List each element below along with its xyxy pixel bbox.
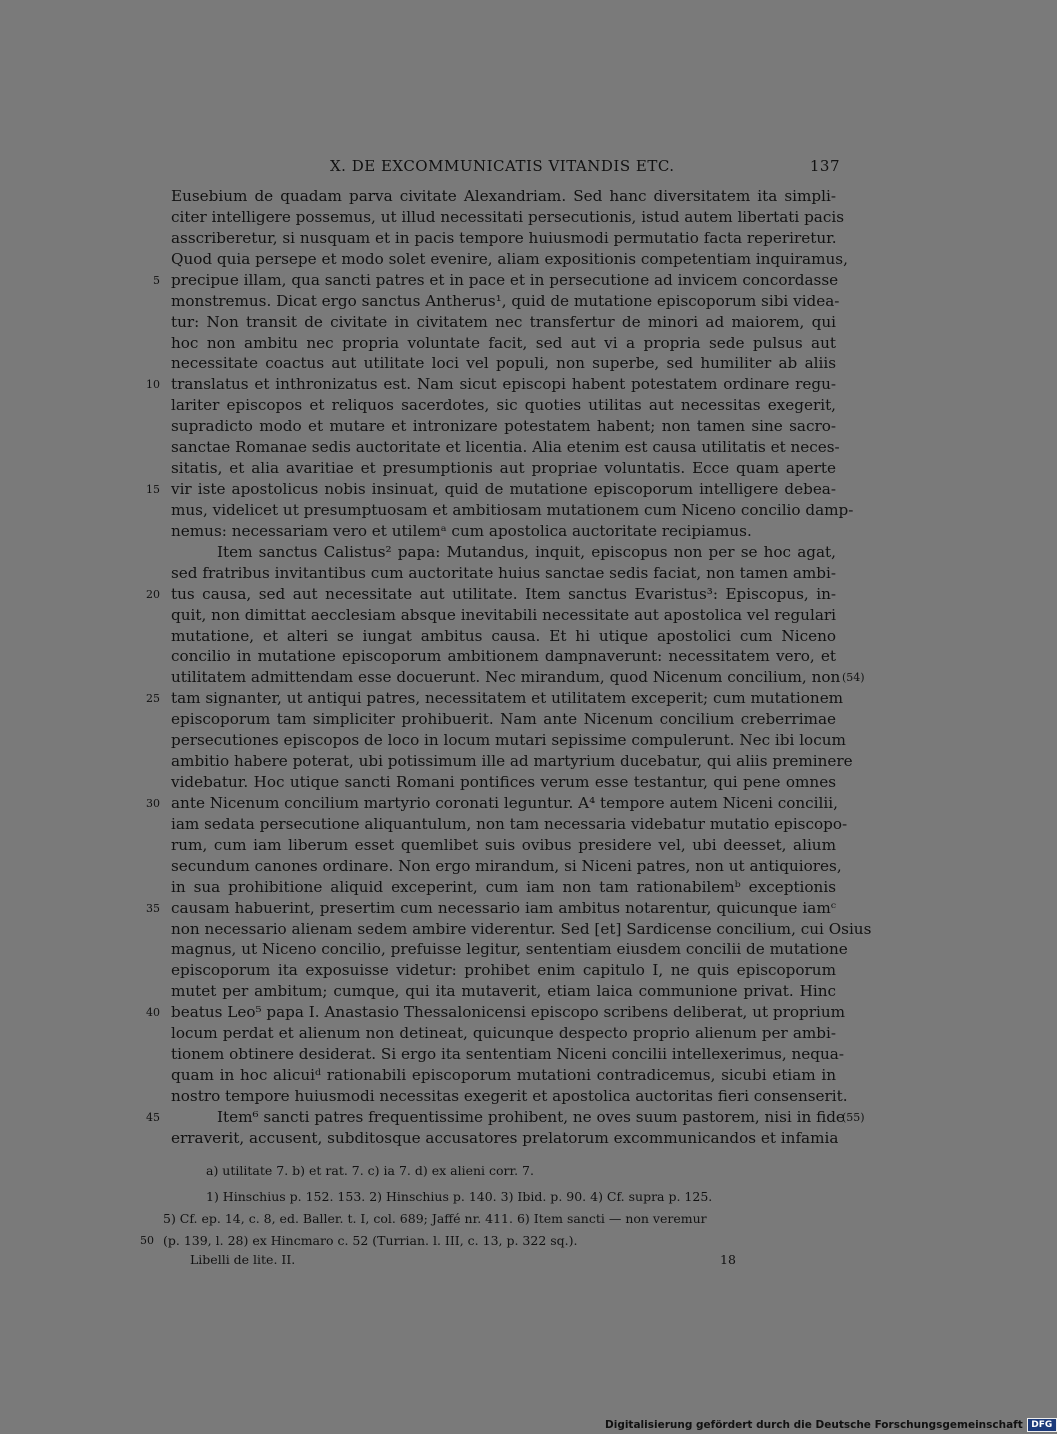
text-line: ambitio habere poterat, ubi potissimum ille ad martyrium ducebatur, qui aliis preminere	[171, 752, 853, 770]
digitization-credit	[605, 1418, 1057, 1432]
running-title: X. DE EXCOMMUNICATIS VITANDIS ETC.	[330, 157, 675, 175]
text-line: utilitatem admittendam esse docuerunt. Nec mirandum, quod Nicenum concilium, non	[171, 668, 841, 686]
text-line: videbatur. Hoc utique sancti Romani pontifices verum esse testantur, qui pene omnes	[171, 773, 836, 791]
text-line: non necessario alienam sedem ambire viderentur. Sed [et] Sardicense concilium, cui Osius	[171, 920, 872, 938]
text-line: precipue illam, qua sancti patres et in pace et in persecutione ad invicem concordasse	[171, 271, 839, 289]
line-number: 10	[146, 378, 160, 391]
text-line: asscriberetur, si nusquam et in pacis tempore huiusmodi permutatio facta reperiretur.	[171, 229, 837, 247]
text-line: sitatis, et alia avaritiae et presumptionis aut propriae voluntatis. Ecce quam aperte	[171, 459, 836, 477]
text-line: Eusebium de quadam parva civitate Alexandriam. Sed hanc diversitatem ita simpli-	[171, 187, 836, 205]
line-number: 30	[146, 797, 160, 810]
text-line: mutet per ambitum; cumque, qui ita mutaverit, etiam laica communione privat. Hinc	[171, 982, 836, 1000]
text-line: quam in hoc alicuiᵈ rationabili episcoporum mutationi contradicemus, sicubi etiam in	[171, 1066, 836, 1084]
text-line: nostro tempore huiusmodi necessitas exegerit et apostolica auctoritas fieri consenserit.	[171, 1087, 848, 1105]
text-line: Item⁶ sancti patres frequentissime prohibent, ne oves suum pastorem, nisi in fide	[217, 1108, 845, 1126]
text-line: rum, cum iam liberum esset quemlibet suis ovibus presidere vel, ubi deesset, alium	[171, 836, 836, 854]
text-line: translatus et inthronizatus est. Nam sicut episcopi habent potestatem ordinare regu-	[171, 375, 836, 393]
text-line: sed fratribus invitantibus cum auctoritate huius sanctae sedis faciat, non tamen ambi-	[171, 564, 836, 582]
line-number: 25	[146, 692, 160, 705]
text-line: citer intelligere possemus, ut illud necessitati persecutionis, istud autem libertati pacis	[171, 208, 845, 226]
line-number: 15	[146, 483, 160, 496]
text-line: hoc non ambitu nec propria voluntate facit, sed aut vi a propria sede pulsus aut	[171, 334, 836, 352]
variant-apparatus: a) utilitate 7. b) et rat. 7. c) ia 7. d) ex alieni corr. 7.	[206, 1163, 534, 1178]
text-line: sanctae Romanae sedis auctoritate et licentia. Alia etenim est causa utilitatis et neces-	[171, 438, 840, 456]
footnote-line: 5) Cf. ep. 14, c. 8, ed. Baller. t. I, col. 689; Jaffé nr. 411. 6) Item sancti — non veremur	[163, 1211, 707, 1226]
margin-reference: (54)	[842, 671, 865, 684]
dfg-logo-icon: DFG	[1027, 1418, 1057, 1432]
footnote-line: (p. 139, l. 28) ex Hincmaro c. 52 (Turrian. l. III, c. 13, p. 322 sq.).	[163, 1233, 578, 1248]
text-line: vir iste apostolicus nobis insinuat, quid de mutatione episcoporum intelligere debea-	[171, 480, 836, 498]
footnote-line: 1) Hinschius p. 152. 153. 2) Hinschius p. 140. 3) Ibid. p. 90. 4) Cf. supra p. 125.	[206, 1189, 713, 1204]
footer-signature-number: 18	[720, 1252, 736, 1267]
credit-text: Digitalisierung gefördert durch die Deutsche Forschungsgemeinschaft	[605, 1419, 1023, 1431]
text-line: persecutiones episcopos de loco in locum mutari sepissime compulerunt. Nec ibi locum	[171, 731, 846, 749]
text-line: magnus, ut Niceno concilio, prefuisse legitur, sententiam eiusdem concilii de mutatione	[171, 940, 848, 958]
text-line: in sua prohibitione aliquid exceperint, cum iam non tam rationabilemᵇ exceptionis	[171, 878, 836, 896]
text-line: tus causa, sed aut necessitate aut utilitate. Item sanctus Evaristus³: Episcopus, in-	[171, 585, 836, 603]
text-line: Quod quia persepe et modo solet evenire, aliam expositionis competentiam inquiramus,	[171, 250, 848, 268]
text-line: lariter episcopos et reliquos sacerdotes, sic quoties utilitas aut necessitas exegerit,	[171, 396, 836, 414]
text-line: iam sedata persecutione aliquantulum, non tam necessaria videbatur mutatio episcopo-	[171, 815, 848, 833]
text-line: tur: Non transit de civitate in civitatem nec transfertur de minori ad maiorem, qui	[171, 313, 836, 331]
text-line: mutatione, et alteri se iungat ambitus causa. Et hi utique apostolici cum Niceno	[171, 627, 836, 645]
text-line: beatus Leo⁵ papa I. Anastasio Thessalonicensi episcopo scribens deliberat, ut proprium	[171, 1003, 846, 1021]
margin-reference: (55)	[842, 1111, 865, 1124]
line-number: 50	[140, 1234, 154, 1247]
line-number: 20	[146, 588, 160, 601]
line-number: 35	[146, 902, 160, 915]
line-number: 45	[146, 1111, 160, 1124]
text-line: nemus: necessariam vero et utilemᵃ cum apostolica auctoritate recipiamus.	[171, 522, 752, 540]
text-line: concilio in mutatione episcoporum ambitionem dampnaverunt: necessitatem vero, et	[171, 647, 836, 665]
text-line: Item sanctus Calistus² papa: Mutandus, inquit, episcopus non per se hoc agat,	[217, 543, 836, 561]
footer-series-title: Libelli de lite. II.	[190, 1252, 296, 1267]
text-line: erraverit, accusent, subditosque accusatores prelatorum excommunicandos et infamia	[171, 1129, 839, 1147]
text-line: mus, videlicet ut presumptuosam et ambitiosam mutationem cum Niceno concilio damp-	[171, 501, 854, 519]
line-number: 40	[146, 1006, 160, 1019]
text-line: necessitate coactus aut utilitate loci vel populi, non superbe, sed humiliter ab aliis	[171, 354, 836, 372]
text-line: episcoporum ita exposuisse videtur: prohibet enim capitulo I, ne quis episcoporum	[171, 961, 836, 979]
text-line: causam habuerint, presertim cum necessario iam ambitus notarentur, quicunque iamᶜ	[171, 899, 836, 917]
line-number: 5	[153, 274, 160, 287]
text-line: supradicto modo et mutare et intronizare potestatem habent; non tamen sine sacro-	[171, 417, 836, 435]
text-line: locum perdat et alienum non detineat, quicunque despecto proprio alienum per ambi-	[171, 1024, 836, 1042]
text-line: quit, non dimittat aecclesiam absque inevitabili necessitate aut apostolica vel regulari	[171, 606, 836, 624]
text-line: secundum canones ordinare. Non ergo mirandum, si Niceni patres, non ut antiquiores,	[171, 857, 842, 875]
text-line: tam signanter, ut antiqui patres, necessitatem et utilitatem exceperit; cum mutationem	[171, 689, 844, 707]
running-header	[160, 157, 840, 181]
text-line: tionem obtinere desiderat. Si ergo ita sententiam Niceni concilii intellexerimus, nequa-	[171, 1045, 844, 1063]
page-number: 137	[809, 157, 840, 175]
text-line: monstremus. Dicat ergo sanctus Antherus¹, quid de mutatione episcoporum sibi videa-	[171, 292, 840, 310]
text-line: ante Nicenum concilium martyrio coronati leguntur. A⁴ tempore autem Niceni concilii,	[171, 794, 838, 812]
text-line: episcoporum tam simpliciter prohibuerit. Nam ante Nicenum concilium creberrimae	[171, 710, 836, 728]
